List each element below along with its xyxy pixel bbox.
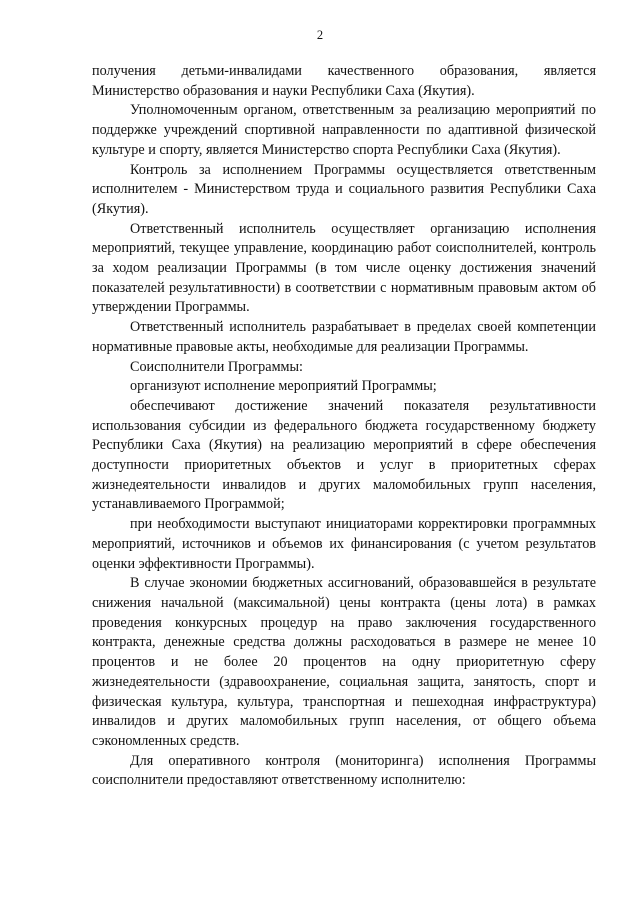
paragraph: обеспечивают достижение значений показателя результативности использования субсидии из федерального бюджета государственному бюджету Республики Саха (Якутия) на реализацию мероприятий в сфере обеспечения доступности приоритетных объектов и услуг в приоритетных сферах жизнедеятельности инвалидов и других маломобильных групп населения, устанавливаемого Программой;: [92, 397, 596, 513]
paragraph: Уполномоченным органом, ответственным за реализацию мероприятий по поддержке учреждений спортивной направленности по адаптивной физической культуре и спорту, является Министерство спорта Республики Саха (Якутия).: [92, 102, 596, 158]
paragraph: В случае экономии бюджетных ассигнований, образовавшейся в результате снижения начальной (максимальной) цены контракта (цены лота) в рамках проведения конкурсных процедур на право заключения государственного контракта, денежные средства должны расходоваться в размере не менее 10 процентов и не более 20 процентов на одну приоритетную сферу жизнедеятельности (здравоохранение, социальная защита, занятость, спорт и физическая культура, культура, транспортная и пешеходная инфраструктура) инвалидов и других маломобильных групп населения, от общего объема сэкономленных средств.: [92, 575, 596, 749]
paragraph: организуют исполнение мероприятий Программы;: [130, 378, 437, 395]
paragraph: при необходимости выступают инициаторами корректировки программных мероприятий, источников и объемов их финансирования (с учетом результатов оценки эффективности Программы).: [92, 516, 596, 572]
paragraph: Для оперативного контроля (мониторинга) исполнения Программы соисполнители предоставляют ответственному исполнителю:: [92, 752, 596, 789]
paragraph: получения детьми-инвалидами качественного образования, является Министерство образования и науки Республики Саха (Якутия).: [92, 63, 596, 99]
document-body: [92, 62, 596, 791]
paragraph: Контроль за исполнением Программы осуществляется ответственным исполнителем - Министерством труда и социального развития Республики Саха (Якутия).: [92, 161, 596, 217]
paragraph: Соисполнители Программы:: [130, 358, 304, 375]
paragraph: Ответственный исполнитель осуществляет организацию исполнения мероприятий, текущее управление, координацию работ соисполнителей, контроль за ходом реализации Программы (в том числе оценку достижения значений показателей результативности) в соответствии с нормативным правовым актом об утверждении Программы.: [92, 220, 596, 316]
page-number: 2: [316, 28, 324, 42]
paragraph: Ответственный исполнитель разрабатывает в пределах своей компетенции нормативные правовые акты, необходимые для реализации Программы.: [92, 319, 596, 355]
